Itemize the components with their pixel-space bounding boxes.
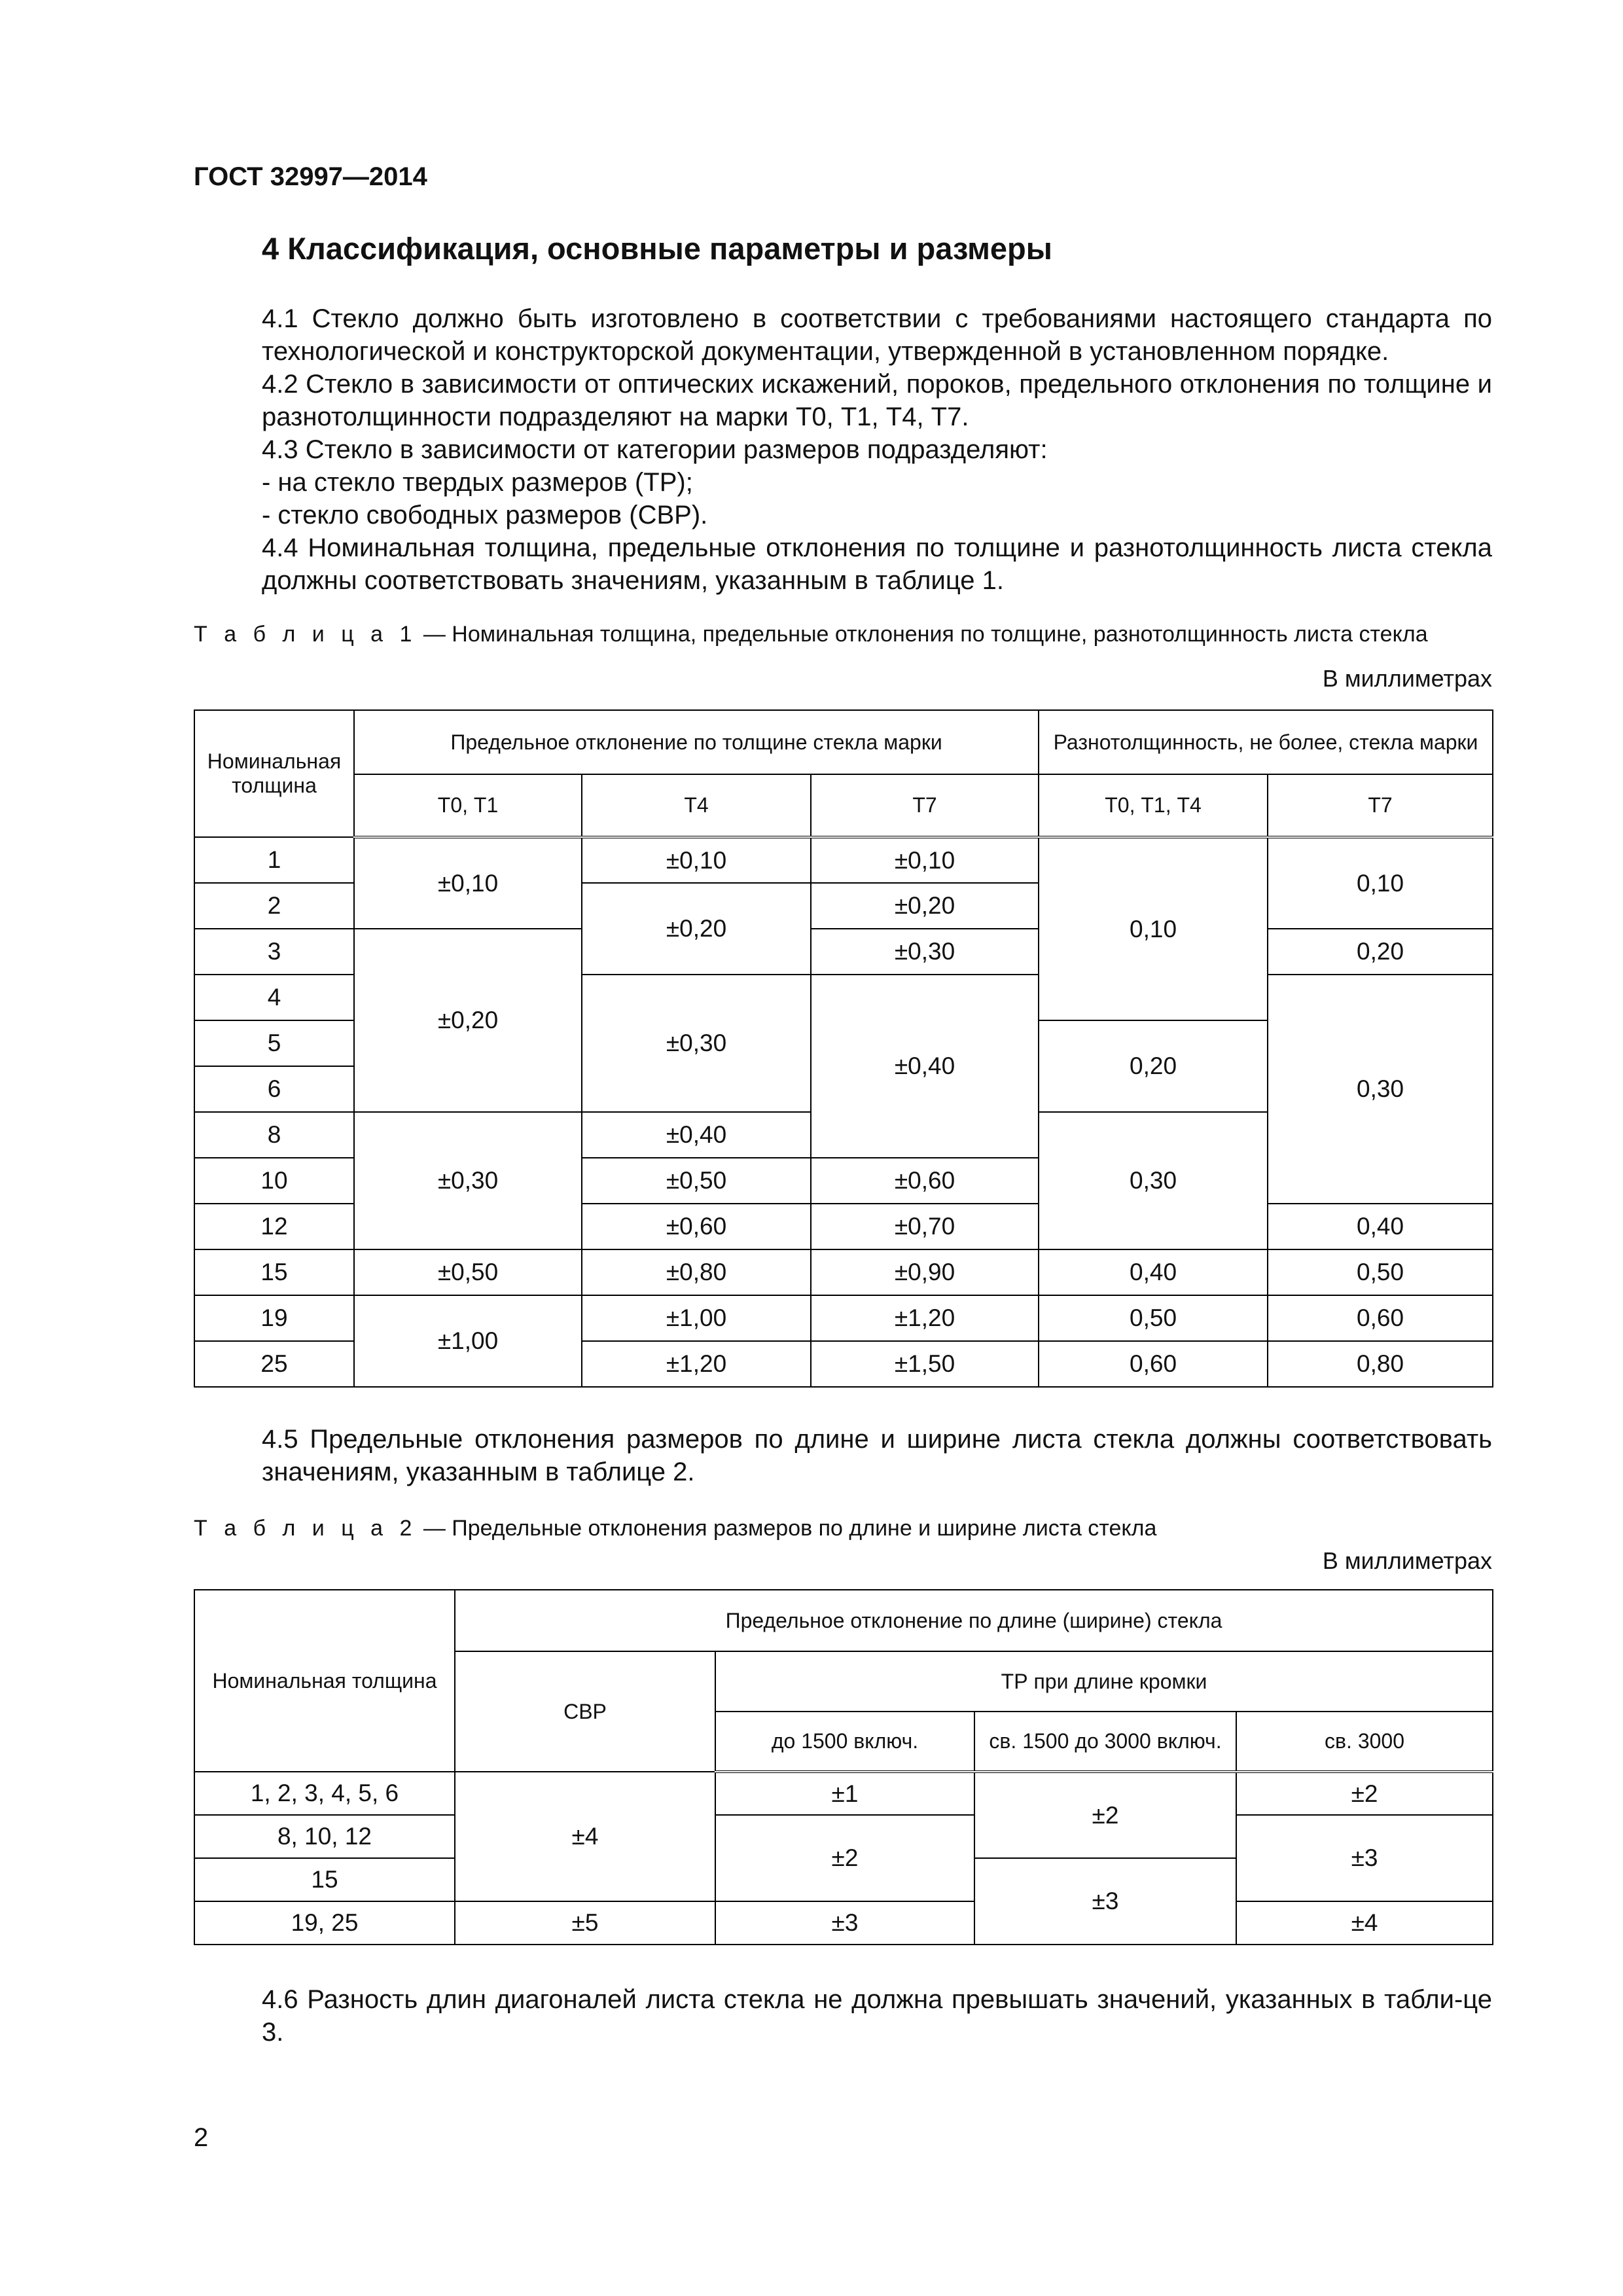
t1-cell: ±0,60 (582, 1204, 811, 1249)
t2-header-col3: св. 3000 (1236, 1712, 1493, 1772)
t2-cell: ±4 (455, 1772, 715, 1901)
t2-cell: ±3 (974, 1858, 1236, 1945)
t1-cell: ±0,20 (354, 929, 582, 1112)
table2-caption-prefix: Т а б л и ц а 2 (194, 1516, 418, 1541)
t1-cell: ±0,60 (811, 1158, 1039, 1204)
t1-cell: 0,20 (1268, 929, 1493, 975)
t1-cell: 25 (194, 1341, 354, 1387)
t1-cell: ±0,10 (811, 837, 1039, 883)
paragraph-block-1 (194, 302, 1492, 597)
t1-cell: 0,10 (1268, 837, 1493, 929)
t1-header-deviation: Предельное отклонение по толщине стекла марки (354, 710, 1039, 774)
t1-cell: ±0,40 (582, 1112, 811, 1158)
t1-cell: 0,10 (1039, 837, 1268, 1020)
document-header: ГОСТ 32997—2014 (194, 162, 427, 191)
t2-header-svr: СВР (455, 1651, 715, 1772)
t1-cell: 6 (194, 1066, 354, 1112)
table2-unit: В миллиметрах (1322, 1547, 1492, 1574)
t1-header-t0t1t4: Т0, Т1, Т4 (1039, 774, 1268, 837)
t1-cell: 1 (194, 837, 354, 883)
t2-cell: ±3 (715, 1901, 974, 1945)
t1-cell: 0,60 (1268, 1295, 1493, 1341)
list-item-svr: - стекло свободных размеров (СВР). (262, 501, 708, 529)
t2-cell: 19, 25 (194, 1901, 455, 1945)
paragraph-block-3 (194, 1983, 1492, 2049)
t1-cell: ±0,20 (811, 883, 1039, 929)
t2-header-col2: св. 1500 до 3000 включ. (974, 1712, 1236, 1772)
paragraph-4-3: 4.3 Стекло в зависимости от категории размеров подразделяют: (262, 435, 1048, 464)
t2-cell: ±1 (715, 1772, 974, 1815)
t1-cell: 8 (194, 1112, 354, 1158)
t1-cell: ±0,10 (582, 837, 811, 883)
table2-caption-text: — Предельные отклонения размеров по длине и ширине листа стекла (417, 1516, 1157, 1541)
table1-unit: В миллиметрах (1322, 665, 1492, 692)
table1-caption (194, 622, 1428, 647)
paragraph-4-5: 4.5 Предельные отклонения размеров по длине и ширине листа стекла должны соответствовать значениям, указанным в таблице 2. (262, 1425, 1492, 1486)
table-1 (194, 709, 1493, 1388)
t1-header-t7: Т7 (811, 774, 1039, 837)
page-number: 2 (194, 2123, 209, 2152)
t1-cell: ±0,40 (811, 975, 1039, 1158)
t2-header-tr: ТР при длине кромки (715, 1651, 1493, 1712)
table-2 (194, 1589, 1493, 1945)
t2-header-deviation: Предельное отклонение по длине (ширине) стекла (455, 1590, 1493, 1651)
t2-header-nominal: Номинальная толщина (194, 1590, 455, 1772)
t1-cell: ±1,20 (582, 1341, 811, 1387)
t1-cell: 2 (194, 883, 354, 929)
t1-header-t7b: Т7 (1268, 774, 1493, 837)
t1-cell: ±0,10 (354, 837, 582, 929)
t2-cell: 8, 10, 12 (194, 1815, 455, 1858)
t1-cell: ±1,00 (354, 1295, 582, 1387)
t1-cell: ±0,30 (354, 1112, 582, 1249)
t1-cell: ±0,20 (582, 883, 811, 975)
list-item-tr: - на стекло твердых размеров (ТР); (262, 468, 693, 497)
t1-cell: 3 (194, 929, 354, 975)
t2-cell: 1, 2, 3, 4, 5, 6 (194, 1772, 455, 1815)
t1-header-nominal: Номинальная толщина (194, 710, 354, 837)
paragraph-4-4: 4.4 Номинальная толщина, предельные отклонения по толщине и разнотолщинность листа стекла должны соответствовать значениям, указанным в таблице 1. (262, 533, 1492, 595)
t1-header-variation: Разнотолщинность, не более, стекла марки (1039, 710, 1493, 774)
section-title: 4 Классификация, основные параметры и размеры (262, 231, 1052, 266)
t1-cell: 5 (194, 1020, 354, 1066)
t1-cell: 0,50 (1268, 1249, 1493, 1295)
t1-cell: 4 (194, 975, 354, 1020)
t2-cell: 15 (194, 1858, 455, 1901)
t1-cell: ±0,30 (811, 929, 1039, 975)
t1-cell: ±0,90 (811, 1249, 1039, 1295)
t1-cell: 0,40 (1268, 1204, 1493, 1249)
t1-cell: ±0,80 (582, 1249, 811, 1295)
t1-header-t4: Т4 (582, 774, 811, 837)
t1-cell: 0,30 (1039, 1112, 1268, 1249)
t1-cell: 0,80 (1268, 1341, 1493, 1387)
t1-cell: ±1,00 (582, 1295, 811, 1341)
paragraph-4-6: 4.6 Разность длин диагоналей листа стекла не должна превышать значений, указанных в табли-це 3. (262, 1985, 1492, 2047)
t1-cell: ±0,30 (582, 975, 811, 1112)
t1-cell: ±1,50 (811, 1341, 1039, 1387)
t1-cell: 0,30 (1268, 975, 1493, 1204)
paragraph-block-2 (194, 1423, 1492, 1488)
t2-cell: ±5 (455, 1901, 715, 1945)
t2-cell: ±3 (1236, 1815, 1493, 1901)
t2-cell: ±2 (1236, 1772, 1493, 1815)
t1-cell: 19 (194, 1295, 354, 1341)
t1-cell: 10 (194, 1158, 354, 1204)
t1-cell: 0,20 (1039, 1020, 1268, 1112)
t2-header-col1: до 1500 включ. (715, 1712, 974, 1772)
t1-cell: 15 (194, 1249, 354, 1295)
paragraph-4-2: 4.2 Стекло в зависимости от оптических искажений, пороков, предельного отклонения по толщине и разнотолщинности подразделяют на марки Т0, Т1, Т4, Т7. (262, 370, 1492, 431)
t1-cell: ±0,70 (811, 1204, 1039, 1249)
t1-cell: ±0,50 (354, 1249, 582, 1295)
t1-cell: 0,60 (1039, 1341, 1268, 1387)
t1-cell: 12 (194, 1204, 354, 1249)
t2-cell: ±2 (974, 1772, 1236, 1858)
t2-cell: ±2 (715, 1815, 974, 1901)
t2-cell: ±4 (1236, 1901, 1493, 1945)
t1-header-t0t1: Т0, Т1 (354, 774, 582, 837)
t1-cell: ±0,50 (582, 1158, 811, 1204)
t1-cell: 0,40 (1039, 1249, 1268, 1295)
table2-caption (194, 1516, 1156, 1541)
t1-cell: ±1,20 (811, 1295, 1039, 1341)
t1-cell: 0,50 (1039, 1295, 1268, 1341)
paragraph-4-1: 4.1 Стекло должно быть изготовлено в соответствии с требованиями настоящего стандарта по технологической и конструкторской документации, утвержденной в установленном порядке. (262, 304, 1492, 366)
table1-caption-text: — Номинальная толщина, предельные отклонения по толщине, разнотолщинность листа стекла (417, 622, 1428, 647)
table1-caption-prefix: Т а б л и ц а 1 (194, 622, 418, 647)
